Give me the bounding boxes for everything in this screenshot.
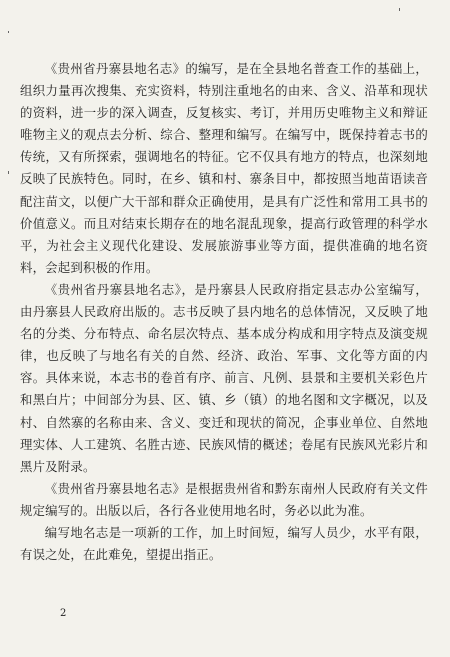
scan-mark [8,31,9,33]
scan-mark [8,171,9,174]
page-number: 2 [60,608,67,619]
paragraph-2: 《贵州省丹寨县地名志》，是丹寨县人民政府指定县志办公室编写，由丹寨县人民政府出版的。志书反映了县内地名的总体情况，又反映了地名的分类、分布特点、命名层次特点、基本成分构成和用字特点及演变规律，也反映了与地名有关的自然、经济、政治、军事、文化等方面的内容。具体来说，本志书的卷首有序、前言、凡例、县景和主要机关彩色片和黑白片；中间部分为县、区、镇、乡（镇）的地名图和文字概况，以及村、自然寨的名称由来、含义、变迁和现状的简况，企事业单位、自然地理实体、人工建筑、名胜古迹、民族风情的概述；卷尾有民族风光彩片和黑片及附录。 [20,281,428,474]
paragraph-1: 《贵州省丹寨县地名志》的编写，是在全县地名普查工作的基础上，组织力量再次搜集、充实资料，特别注重地名的由来、含义、沿革和现状的资料，进一步的深入调查，反复核实、考订，并用历史唯物主义和辩证唯物主义的观点去分析、综合、整理和编写。在编写中，既保持着志书的传统，又有所探索，强调地名的特征。它不仅具有地方的特点，也深刻地反映了民族特色。同时，在乡、镇和村、寨条目中，都按照当地苗语读音配注苗文，以便广大干部和群众正确使用，是具有广泛性和常用工具书的价值意义。而且对结束长期存在的地名混乱现象，提高行政管理的科学水平，为社会主义现代化建设、发展旅游事业等方面，提供准确的地名资料，会起到积极的作用。 [20,61,428,275]
paragraph-3: 《贵州省丹寨县地名志》是根据贵州省和黔东南州人民政府有关文件规定编写的。出版以后，各行各业使用地名时，务必以此为准。 [20,480,428,518]
body-text [20,58,428,566]
paragraph-4: 编写地名志是一项新的工作，加上时间短，编写人员少，水平有限，有误之处，在此难免，望提出指正。 [20,524,428,563]
scan-mark [399,8,400,11]
